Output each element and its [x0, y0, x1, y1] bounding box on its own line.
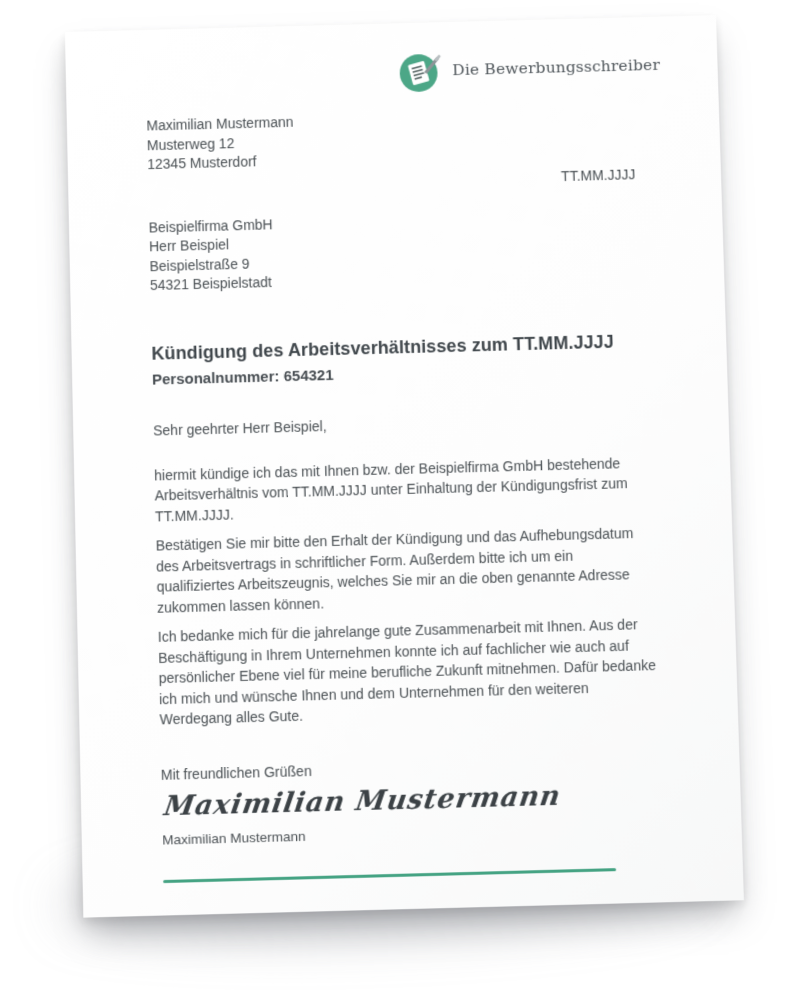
body-paragraph: Bestätigen Sie mir bitte den Erhalt der Kündigung und das Aufhebungsdatum des Arbeitsvertrags in schriftlicher Form. Außerdem bitte ich um ein qualifiziertes Arbeitszeugnis, welches Sie mir an die oben genannte Adresse zukommen lassen können. [155, 525, 634, 616]
recipient-address-block [148, 205, 654, 296]
recipient-street: Beispielstraße 9 [149, 255, 250, 274]
recipient-contact: Herr Beispiel [148, 236, 230, 255]
sender-address-block [146, 104, 651, 175]
brand-name: Die Bewerbungsschreiber [452, 55, 661, 80]
letter-body [154, 452, 659, 730]
recipient-city: 54321 Beispielstadt [149, 274, 272, 294]
subject-line: Kündigung des Arbeitsverhältnisses zum TT.MM.JJJJ [151, 331, 615, 364]
document-pen-icon [398, 48, 443, 95]
sender-street: Musterweg 12 [146, 134, 235, 153]
closing-phrase: Mit freundlichen Grüßen [160, 762, 312, 783]
recipient-company: Beispielfirma GmbH [148, 215, 273, 236]
salutation: Sehr geehrter Herr Beispiel, [153, 417, 327, 439]
handwritten-signature: Maximilian Mustermann [161, 779, 564, 822]
signer-name: Maximilian Mustermann [162, 828, 306, 848]
accent-rule [163, 868, 616, 883]
body-paragraph: hiermit kündige ich das mit Ihnen bzw. der Beispielfirma GmbH bestehende Arbeitsverhältnis vom TT.MM.JJJJ unter Einhaltung der Kündigungsfrist zum TT.MM.JJJJ. [154, 454, 628, 525]
personnel-number: Personalnummer: 654321 [151, 366, 334, 389]
brand-logo [145, 42, 661, 101]
body-paragraph: Ich bedanke mich für die jahrelange gute Zusammenarbeit mit Ihnen. Aus der Beschäftigung in Ihrem Unternehmen konnte ich auf fachlicher wie auch auf persönlicher Ebene viel für meine berufliche Zukunft mitnehmen. Dafür bedanke ich mich und wünsche Ihnen und dem Unternehmen für den weiteren Werdegang alles Gute. [157, 616, 657, 728]
letter-page [65, 15, 744, 918]
letter-date: TT.MM.JJJJ [560, 165, 636, 184]
sender-city: 12345 Musterdorf [147, 153, 257, 173]
sender-name: Maximilian Mustermann [146, 113, 294, 134]
